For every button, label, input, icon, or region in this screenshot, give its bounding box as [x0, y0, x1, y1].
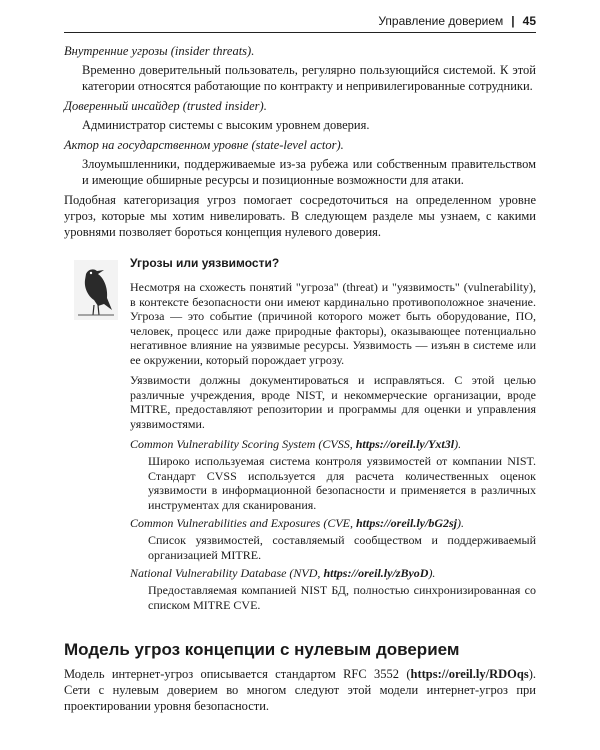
running-header [64, 10, 536, 33]
cve-definition: Список уязвимостей, составляемый сообществом и поддерживаемый организацией MITRE. [148, 533, 536, 562]
sidebar-paragraph-1: Несмотря на схожесть понятий "угроза" (threat) и "уязвимость" (vulnerability), в контексте безопасности они имеют кардинально противоположное значение. Угроза — это событие (причиной которого может быть оборудование, ПО, человек, процесс или даже природные факторы), оказывающее потенциально негативное влияние на уязвимые ресурсы. Уязвимость — изъян в системе или ее окружении, который порождает угрозу. [130, 280, 536, 367]
threat-definition-state-level: Злоумышленники, поддерживаемые из-за рубежа или собственным правительством и имеющие обширные ресурсы и позиционные возможности для атаки. [82, 157, 536, 187]
nvd-term-name: National Vulnerability Database (NVD, [130, 566, 324, 580]
crow-bird-icon [74, 260, 118, 320]
nvd-link[interactable]: https://oreil.ly/zByoD [323, 566, 429, 580]
cvss-term [130, 437, 536, 452]
threat-term-state-level: Актор на государственном уровне (state-level actor). [64, 138, 344, 152]
section-text-end: ). Сети с нулевым доверием во многом следуют этой модели интернет-угроз при проектировании уровня безопасности. [64, 667, 536, 713]
cve-term [130, 516, 536, 531]
nvd-term [130, 566, 536, 581]
cve-link[interactable]: https://oreil.ly/bG2sj [355, 516, 457, 530]
threat-definition-insider: Временно доверительный пользователь, регулярно пользующийся системой. К этой категории относятся работающие по контракту и непривилегированные сотрудники. [82, 63, 536, 93]
nvd-definition: Предоставляемая компанией NIST БД, полностью синхронизированная со списком MITRE CVE. [148, 583, 536, 612]
cve-term-end: ). [457, 516, 464, 530]
section-paragraph [64, 666, 536, 714]
section-heading: Модель угроз концепции с нулевым доверием [64, 640, 460, 659]
cvss-link[interactable]: https://oreil.ly/Yxt3l [355, 437, 455, 451]
cvss-term-end: ). [454, 437, 462, 451]
header-separator: | [511, 14, 515, 28]
threat-term-trusted-insider: Доверенный инсайдер (trusted insider). [64, 99, 267, 113]
page-number: 45 [522, 14, 536, 28]
section-text-start: Модель интернет-угроз описывается стандартом RFC 3552 ( [64, 667, 411, 681]
sidebar-note [64, 256, 536, 626]
running-header-title: Управление доверием [378, 14, 504, 28]
nvd-term-end: ). [428, 566, 436, 580]
sidebar-title: Угрозы или уязвимости? [130, 256, 280, 270]
threat-term-insider: Внутренние угрозы (insider threats). [64, 44, 255, 58]
cve-term-name: Common Vulnerabilities and Exposures (CVE, [130, 516, 356, 530]
rfc-link[interactable]: https://oreil.ly/RDOqs [410, 667, 529, 681]
sidebar-paragraph-2: Уязвимости должны документироваться и исправляться. С этой целью различные учреждения, вроде NIST, и некоммерческие организации, вроде MITRE, предоставляют репозитории и программы для оценки и управления уязвимостями. [130, 373, 536, 431]
threat-definition-trusted-insider: Администратор системы с высоким уровнем доверия. [82, 118, 370, 132]
page-body [64, 40, 536, 717]
cvss-definition: Широко используемая система контроля уязвимостей от компании NIST. Стандарт CVSS используется для расчета количественных оценок уязвимости в информационной безопасности и применяется в различных инструментах для сканирования. [148, 454, 536, 512]
summary-paragraph: Подобная категоризация угроз помогает сосредоточиться на определенном уровне угроз, которые мы хотим нивелировать. В следующем разделе мы узнаем, с какими уровнями позволяет бороться концепция нулевого доверия. [64, 193, 536, 239]
cvss-term-name: Common Vulnerability Scoring System (CVSS, [130, 437, 356, 451]
